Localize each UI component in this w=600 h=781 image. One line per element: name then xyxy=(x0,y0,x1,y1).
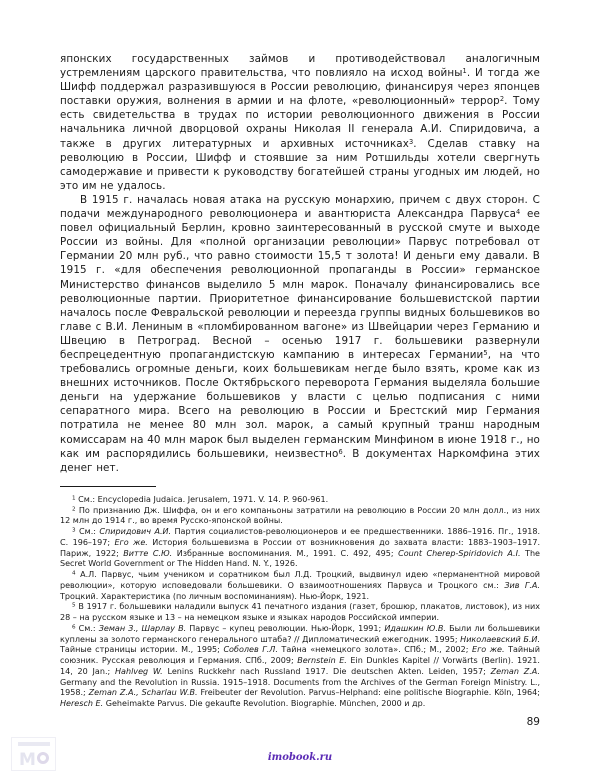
footnote-number: 6 xyxy=(72,624,76,631)
text-run: В 1917 г. большевики наладили выпуск 41 печатного издания (газет, брошюр, плакатов, листовок), из них 28 – на русском языке и 13 – на немецком языке и языках народов Российской империи. xyxy=(60,602,540,623)
text-run: . В документах Наркомфина этих денег нет. xyxy=(60,447,541,474)
site-watermark: imobook.ru xyxy=(267,752,333,763)
footnote-reference-marker[interactable]: 5 xyxy=(483,348,488,357)
body-paragraph xyxy=(60,193,540,475)
text-run: Тайный союзник. Русская революция и Германия. СПб., 2009; xyxy=(60,645,540,666)
text-run: См.: xyxy=(75,527,100,537)
text-run: По признанию Дж. Шиффа, он и его компаньоны затратили на революцию в России 20 млн долл., из них 12 млн до 1914 г., во время Русско-японской войны. xyxy=(60,505,540,526)
italic-citation-name: Спиридович А.И. xyxy=(99,527,172,537)
text-run: Ein Dunkles Kapitel // Vorwärts (Berlin). 1921. 14, 20 Jan.; xyxy=(60,656,540,676)
footnote-reference-marker[interactable]: 3 xyxy=(408,137,414,146)
text-run: японских государственных займов и противодействовал аналогичным устремлениям царского правительства, что повлияло на исход войны xyxy=(60,53,540,80)
text-run: . Тому есть свидетельства в трудах по истории революционного движения в России начальника личной дворцовой охраны Николая II генерала А.И. Спиридовича, а также в других литературных и архивных источниках xyxy=(60,95,540,150)
text-run: The Secret World Government or The Hidden Hand. N. Y., 1926. xyxy=(60,548,541,569)
text-run: История большевизма в России от возникновения до захвата власти: 1883–1903–1917. Париж, 1922; xyxy=(60,537,540,558)
italic-citation-name: Zeman Z.A. xyxy=(490,666,540,676)
italic-citation-name: Идашкин Ю.В. xyxy=(384,623,446,633)
text-run: Парвус – купец революции. Нью-Йорк, 1991; xyxy=(186,623,385,633)
text-run: Партия социалистов-революционеров и ее предшественники. 1886–1916. Пг., 1918. С. 196–197; xyxy=(60,527,540,547)
text-run: Lenins Ruckkehr nach Russland 1917. Die deutschen Akten. Leiden, 1957; xyxy=(162,666,491,676)
page-number: 89 xyxy=(526,716,540,728)
text-run: В 1915 г. началась новая атака на русскую монархию, причем с двух сторон. С подачи международного революционера и авантюриста Александра Парвуса xyxy=(60,193,540,221)
italic-citation-name: Heresch E. xyxy=(60,699,104,709)
logo-bar-shape xyxy=(18,742,50,746)
italic-citation-name: Витте С.Ю. xyxy=(123,548,173,558)
footnote-number: 3 xyxy=(72,527,76,534)
italic-citation-name: Hahlveg W. xyxy=(114,666,163,676)
footnote-reference-marker[interactable]: 4 xyxy=(516,207,521,216)
text-run: Троцкий. Характеристика (по личным воспоминаниям). Нью-Йорк, 1921. xyxy=(60,591,370,601)
body-text xyxy=(60,52,540,475)
italic-citation-name: Земан З., Шарлау В. xyxy=(98,623,187,633)
footnote-reference-marker[interactable]: 2 xyxy=(499,95,505,104)
footnote-separator-rule xyxy=(60,486,156,487)
text-run: См.: Encyclopedia Judaica. Jerusalem, 1971. V. 14. P. 960-961. xyxy=(75,494,329,504)
text-run: См.: xyxy=(75,623,99,633)
text-run: . Сделав ставку на революцию в России, Шифф и стоявшие за ним Ротшильды хотели свергнуть самодержавие и привести к руководству богатейшей страны угодных им людей, но это им не удалось. xyxy=(60,137,540,192)
footnotes-section xyxy=(60,495,540,710)
footnote-item xyxy=(60,495,540,506)
footnote-item xyxy=(60,624,540,710)
text-run: Geheimakte Parvus. Die gekaufte Revolution. Biographie. München, 2000 и др. xyxy=(103,699,426,709)
logo-letter-m: M xyxy=(19,750,35,770)
page-content xyxy=(60,52,540,710)
footnote-reference-marker[interactable]: 6 xyxy=(338,447,343,456)
footnote-number: 5 xyxy=(72,602,76,609)
italic-citation-name: Зив Г.А. xyxy=(504,580,540,590)
text-run: Избранные воспоминания. М., 1991. С. 492, 495; xyxy=(172,548,399,558)
footnote-number: 4 xyxy=(72,570,76,577)
italic-citation-name: Николаевский Б.И. xyxy=(460,634,541,644)
footnote-item xyxy=(60,506,540,528)
italic-citation-name: Соболев Г.Л. xyxy=(223,645,278,655)
italic-citation-name: Bernstein E. xyxy=(297,656,347,666)
text-run: , на что требовались огромные деньги, коих большевикам негде было взять, кроме как из внешних источников. После Октябрьского переворота Германия выделяла большие деньги на удержание большевиков у власти с целью подписания с ними сепаратного мира. Всего на революцию в России и Брестский мир Германия потратила не менее 80 млн зол. марок, а самый крупный транш народным комиссарам на 40 млн марок был выделен германским Минфином в июне 1918 г., но как им распорядились большевики, неизвестно xyxy=(60,348,540,460)
text-run: Были ли большевики куплены за золото германского генерального штаба? // Дипломатический ежегодник. 1995; xyxy=(60,623,540,644)
italic-citation-name: Его же. xyxy=(114,537,148,547)
italic-citation-name: Count Cherep-Spiridovich A.I. xyxy=(398,548,521,558)
text-run: Germany and the Revolution in Russia. 1915–1918. Documents from the Archives of the German Foreign Ministry. L., 1958.; xyxy=(60,677,540,698)
footnote-reference-marker[interactable]: 1 xyxy=(462,66,467,75)
footnote-item xyxy=(60,602,540,624)
text-run: А.Л. Парвус, чьим учеником и соратником был Л.Д. Троцкий, выдвинул идею «перманентной мировой революции», которую исповедовали большевики. О взаимоотношениях Парвуса и Троцкого см.: xyxy=(60,570,540,590)
text-run: ее повел официальный Берлин, кровно заинтересованный в русской смуте и выходе России из войны. Для «полной организации революции» Парвус потребовал от Германии 20 млн руб., что равно стоимости 15,5 т золота! И деньги ему давали. В 1915 г. «для обеспечения революционной пропаганды в России» германское Министерство финансов выделило 5 млн марок. Поначалу финансировались все революционные партии. Приоритетное финансирование большевистской партии началось после Февральской революции и переезда группы видных большевиков во главе с В.И. Лениным в «пломбированном вагоне» из Швейцарии через Германию и Швецию в Петроград. Весной – осенью 1917 г. большевики развернули беспрецедентную пропагандистскую кампанию в интересах Германии xyxy=(60,208,540,361)
text-run: . И тогда же Шифф поддержал разразившуюся в России революцию, финансируя через японцев поставки оружия, волнения в армии и на флоте, «революционный» террор xyxy=(60,67,541,108)
footnote-item xyxy=(60,527,540,570)
footnote-item xyxy=(60,570,540,602)
footnote-number: 1 xyxy=(72,495,76,502)
footnote-number: 2 xyxy=(72,506,76,513)
body-paragraph xyxy=(60,52,540,193)
italic-citation-name: Его же. xyxy=(472,645,505,655)
text-run: Тайна «немецкого золота». СПб.; М., 2002; xyxy=(277,645,472,655)
text-run: Freibeuter der Revolution. Parvus–Helphand: eine politische Biographie. Köln, 1964; xyxy=(197,688,540,698)
italic-citation-name: Zeman Z.A., Scharlau W.B. xyxy=(88,688,198,698)
text-run: Тайные страницы истории. М., 1995; xyxy=(60,645,224,655)
